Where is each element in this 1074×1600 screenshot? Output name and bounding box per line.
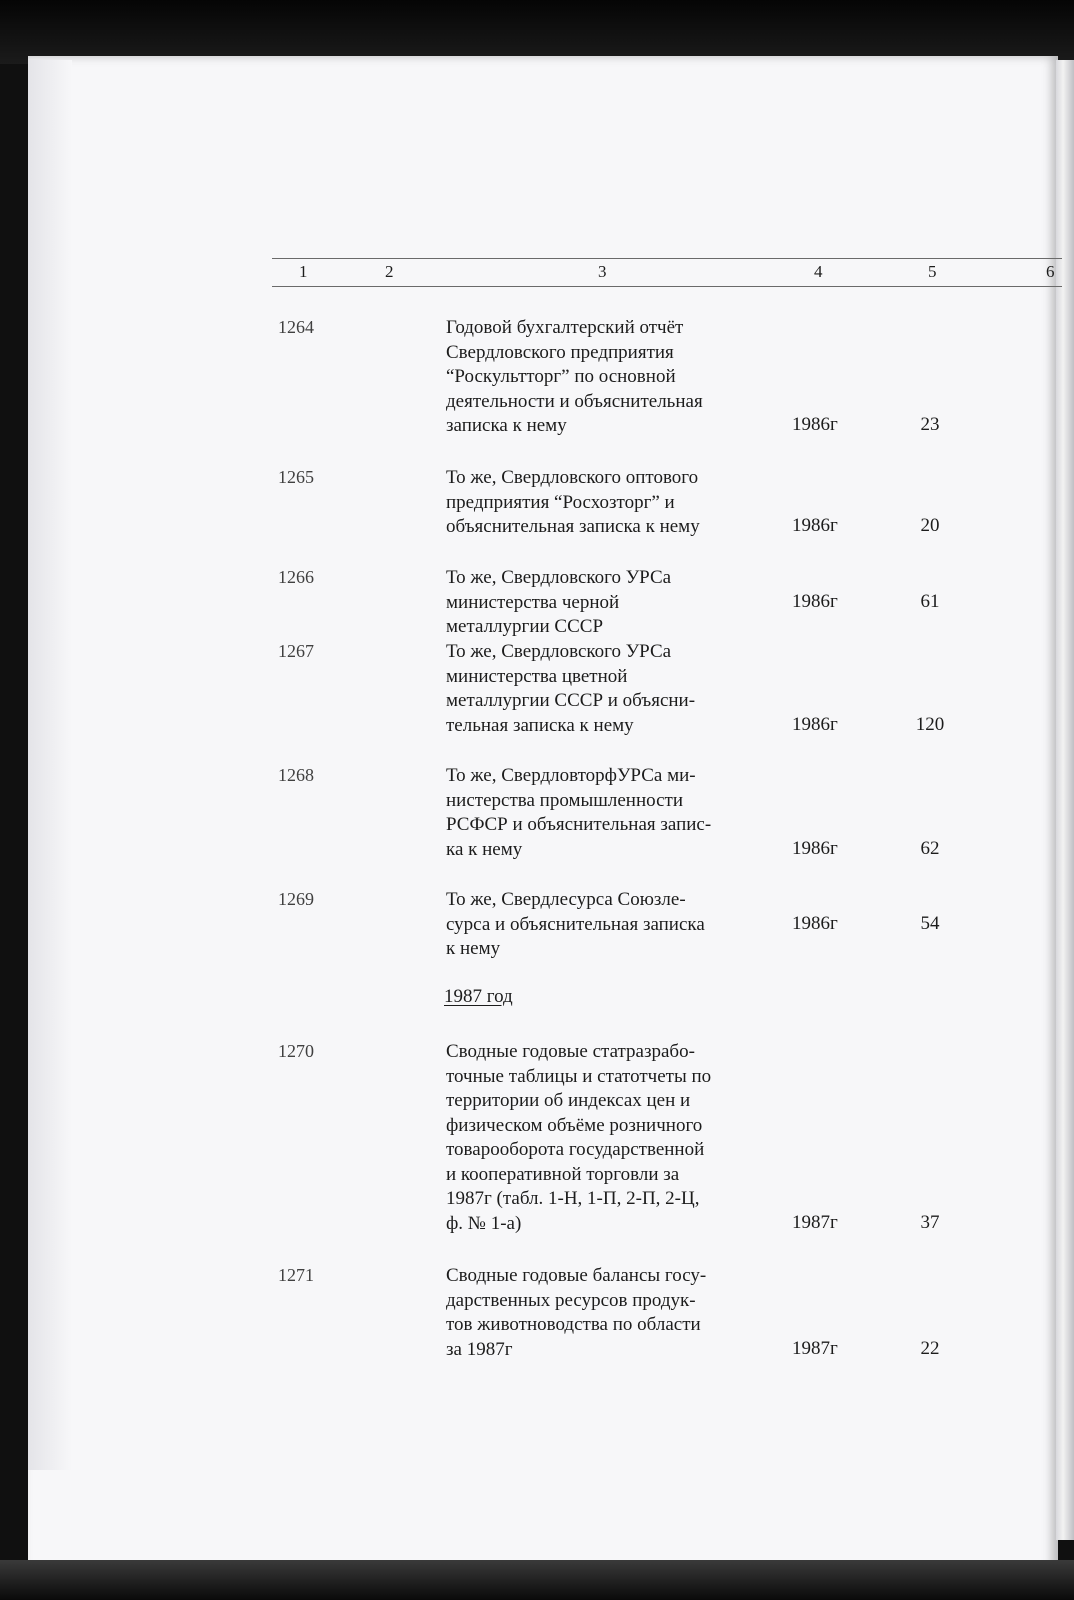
entry-description-line: территории об индексах цен и — [446, 1090, 691, 1111]
entry-description-line: металлургии СССР и объясни- — [446, 690, 696, 711]
entry-description-line: деятельности и объяснительная — [446, 390, 703, 412]
entry-description-line: министерства черной — [446, 591, 620, 613]
entry-description — [446, 466, 756, 540]
entry-description-line: точные таблицы и статотчеты по — [446, 1065, 712, 1087]
entry-description — [446, 316, 756, 439]
entry-description — [446, 1264, 756, 1362]
entry-description — [446, 1040, 756, 1236]
entry-description-line: То же, Свердловского УРСа — [446, 641, 672, 662]
entry-date: 1986г — [792, 837, 838, 859]
entry-description-line: за 1987г — [446, 1338, 513, 1360]
entry-description-line: “Роскультторг” по основной — [446, 366, 676, 387]
entry-sheet-count: 62 — [920, 837, 940, 859]
entry-description-line: 1987г (табл. 1-Н, 1-П, 2-П, 2-Ц, — [446, 1188, 700, 1209]
entry-number: 1270 — [278, 1041, 314, 1061]
entry-sheet-count: 20 — [920, 515, 940, 536]
entry-description-line: объяснительная записка к нему — [446, 516, 700, 537]
entry-sheet-count: 22 — [920, 1337, 940, 1359]
entry-number: 1271 — [278, 1265, 314, 1285]
entry-description-line: ф. № 1-а) — [446, 1212, 522, 1234]
entry-description-line: Годовой бухгалтерский отчёт — [446, 317, 684, 338]
entry-sheet-count: 54 — [920, 912, 940, 934]
column-header-4: 4 — [814, 262, 823, 281]
entry-date: 1986г — [792, 590, 838, 612]
entry-date: 1986г — [792, 414, 838, 435]
scan-bottom-edge — [0, 1560, 1074, 1600]
entry-description-line: тов животноводства по области — [446, 1314, 701, 1335]
entry-description-line: То же, СвердловторфУРСа ми- — [446, 765, 696, 786]
entry-date: 1987г — [792, 1211, 838, 1233]
header-rule-bottom — [272, 286, 1062, 287]
scan-top-shadow — [0, 0, 1074, 64]
entry-description-line: записка к нему — [446, 415, 567, 436]
entry-description-line: дарственных ресурсов продук- — [446, 1289, 696, 1311]
column-header-2: 2 — [385, 262, 394, 281]
entry-description-line: нистерства промышленности — [446, 789, 683, 811]
entry-description-line: То же, Свердловского УРСа — [446, 567, 672, 588]
entry-description-line: Сводные годовые балансы госу- — [446, 1265, 707, 1286]
year-heading: 1987 год — [444, 986, 513, 1007]
entry-number: 1265 — [278, 467, 314, 487]
entry-description-line: и кооперативной торговли за — [446, 1163, 680, 1185]
entry-description-line: тельная записка к нему — [446, 714, 634, 736]
entry-description-line: Свердловского предприятия — [446, 341, 674, 363]
column-header-5: 5 — [928, 262, 937, 281]
entry-date: 1987г — [792, 1337, 838, 1359]
entry-sheet-count: 61 — [920, 590, 940, 612]
entry-description-line: предприятия “Росхозторг” и — [446, 491, 675, 513]
entry-number: 1267 — [278, 641, 314, 661]
entry-description — [446, 640, 756, 738]
entry-description-line: товарооборота государственной — [446, 1139, 705, 1160]
entry-description — [446, 566, 756, 640]
entry-number: 1264 — [278, 317, 314, 337]
entry-date: 1986г — [792, 912, 838, 934]
column-header-6: 6 — [1046, 262, 1055, 281]
entry-sheet-count: 37 — [920, 1211, 940, 1233]
entry-description-line: ка к нему — [446, 838, 523, 860]
entry-date: 1986г — [792, 713, 838, 735]
entry-description-line: То же, Свердловского оптового — [446, 467, 699, 488]
entry-description-line: сурса и объяснительная записка — [446, 913, 705, 935]
header-rule-top — [272, 258, 1062, 259]
entry-date: 1986г — [792, 515, 838, 536]
entry-number: 1266 — [278, 567, 314, 587]
page-binding-fold — [28, 60, 72, 1470]
entry-description-line: РСФСР и объяснительная запис- — [446, 814, 712, 835]
entry-description-line: министерства цветной — [446, 665, 628, 687]
column-header-3: 3 — [598, 262, 607, 281]
entry-description-line: к нему — [446, 938, 501, 959]
entry-number: 1268 — [278, 765, 314, 785]
entry-description — [446, 764, 756, 862]
entry-sheet-count: 23 — [920, 414, 940, 435]
entry-description-line: Сводные годовые статразрабо- — [446, 1041, 695, 1062]
entry-description-line: То же, Свердлесурса Союзле- — [446, 889, 686, 910]
entry-description — [446, 888, 756, 962]
page-right-edge — [1056, 60, 1074, 1540]
entry-description-line: металлургии СССР — [446, 616, 604, 637]
entry-number: 1269 — [278, 889, 314, 909]
entry-description-line: физическом объёме розничного — [446, 1114, 703, 1136]
column-header-1: 1 — [299, 262, 308, 281]
entry-sheet-count: 120 — [915, 713, 945, 735]
